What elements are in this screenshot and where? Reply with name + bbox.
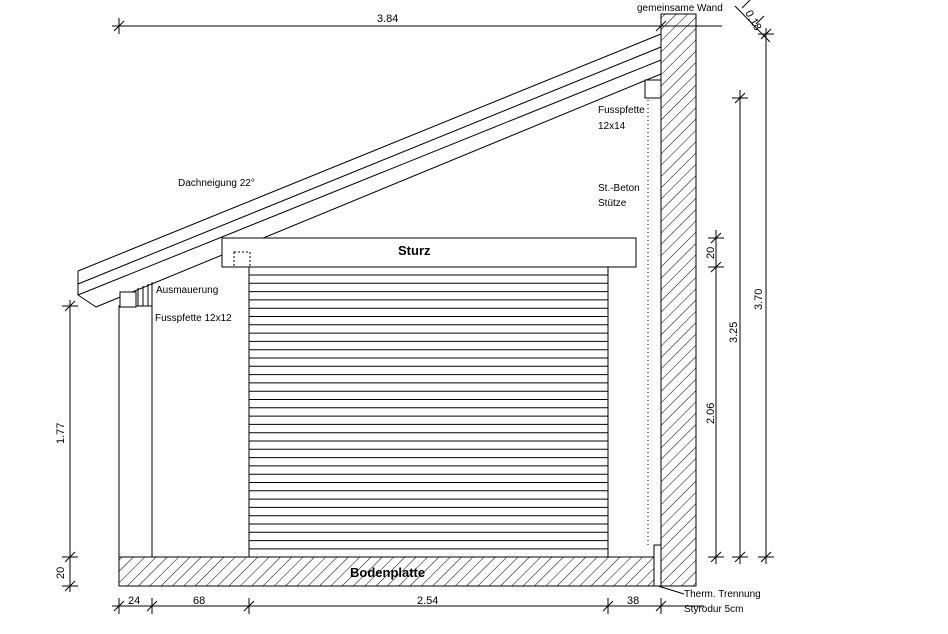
left-height-value: 1.77 — [55, 422, 67, 444]
right-sturz-value: 20 — [705, 246, 717, 259]
left-purlin — [120, 292, 136, 307]
right-opening-value: 2.06 — [705, 402, 717, 424]
ausmauerung-label: Ausmauerung — [156, 285, 219, 296]
thermal-separation — [654, 545, 661, 586]
right-purlin — [645, 80, 661, 98]
common-wall — [661, 14, 696, 586]
fusspfette-right-label-2: 12x14 — [598, 121, 626, 132]
therm-leader — [658, 586, 684, 594]
bottom-dim-2: 68 — [193, 595, 206, 607]
right-dimension-inner — [708, 230, 724, 564]
top-dimension-value: 3.84 — [377, 13, 399, 25]
right-mid-value: 3.25 — [728, 321, 740, 343]
beton-label-1: St.-Beton — [598, 183, 640, 194]
common-wall-label: gemeinsame Wand — [637, 3, 723, 14]
therm-label-2: Styrodur 5cm — [684, 604, 744, 615]
bottom-dim-4: 38 — [627, 595, 640, 607]
bottom-dim-1: 24 — [128, 595, 141, 607]
fusspfette-left-label: Fusspfette 12x12 — [155, 313, 232, 324]
left-slab-value: 20 — [55, 566, 67, 579]
left-pillar — [119, 306, 152, 557]
beton-label-2: Stütze — [598, 198, 627, 209]
right-total-value: 3.70 — [753, 288, 765, 310]
bottom-dim-3: 2.54 — [417, 595, 439, 607]
garage-door — [249, 267, 608, 557]
top-dimension — [112, 18, 722, 40]
roof-pitch-label: Dachneigung 22° — [178, 178, 255, 189]
wall-thickness-value: 0.18 — [742, 8, 764, 33]
left-dimension — [62, 300, 78, 592]
therm-label-1: Therm. Trennung — [684, 589, 761, 600]
bodenplatte-label: Bodenplatte — [350, 565, 426, 580]
ausmauerung-infill — [138, 282, 152, 306]
sturz-label: Sturz — [398, 243, 431, 258]
fusspfette-right-label-1: Fusspfette — [598, 105, 645, 116]
